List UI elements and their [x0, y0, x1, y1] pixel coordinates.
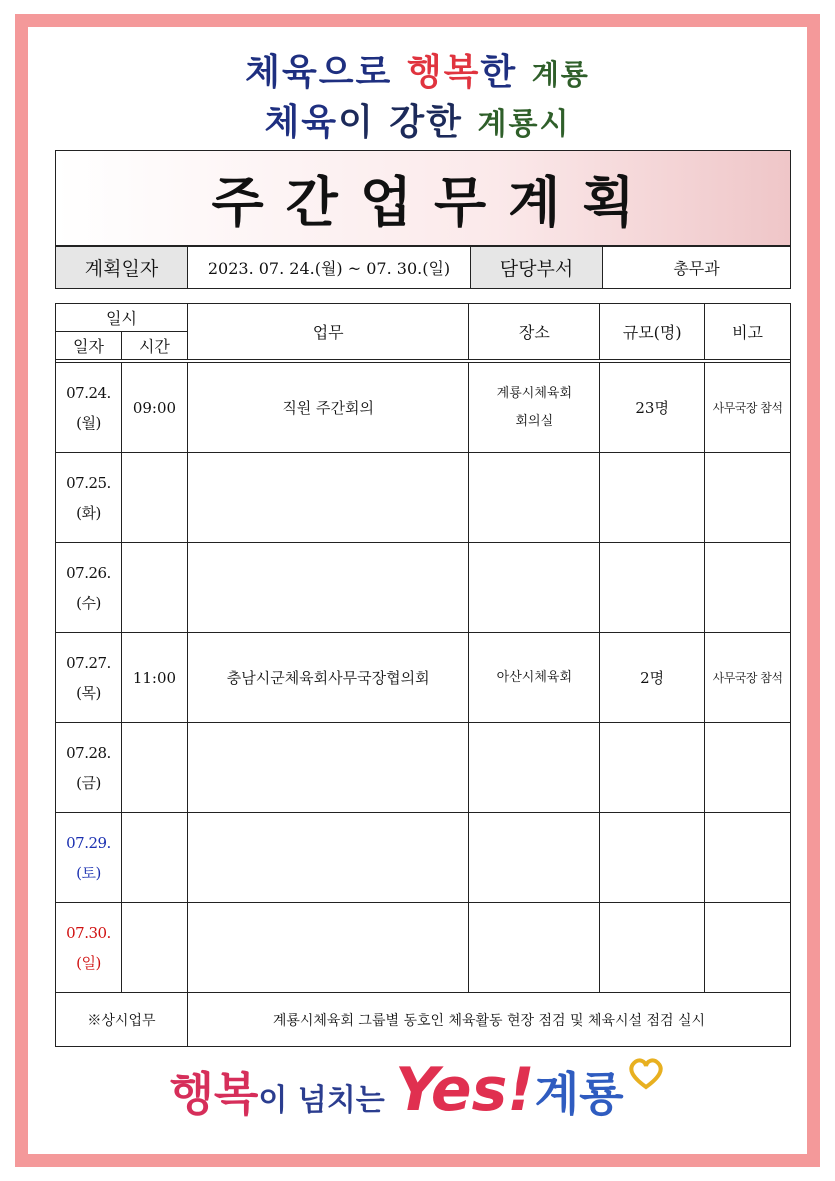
table-row: [56, 813, 791, 903]
slogan-word: 체육: [245, 52, 319, 93]
row-note: [705, 813, 791, 903]
header-scale: 규모(명): [600, 304, 705, 360]
heart-icon: [626, 1055, 666, 1091]
row-note: 사무국장 참석: [705, 363, 791, 453]
row-date: 07.24. (월): [56, 363, 122, 453]
row-time: [121, 903, 187, 993]
row-task: [187, 453, 469, 543]
header-date: 일자: [56, 332, 122, 360]
row-date: 07.25. (화): [56, 453, 122, 543]
plan-info-table: [55, 246, 791, 289]
row-task: [187, 723, 469, 813]
row-place: [469, 723, 600, 813]
row-place: 계룡시체육회 회의실: [469, 363, 600, 453]
dept-value: 총무과: [603, 247, 791, 289]
row-scale: [600, 723, 705, 813]
header-time: 시간: [121, 332, 187, 360]
bottom-logo: [0, 1055, 835, 1145]
row-scale: [600, 453, 705, 543]
row-time: 09:00: [121, 363, 187, 453]
slogan-word: 계룡: [531, 58, 590, 91]
header-datetime: 일시: [56, 304, 188, 332]
footer-label: ※상시업무: [56, 993, 188, 1047]
row-time: [121, 723, 187, 813]
row-task: 직원 주간회의: [187, 363, 469, 453]
row-task: [187, 813, 469, 903]
header-place: 장소: [469, 304, 600, 360]
row-task: [187, 543, 469, 633]
document-title: 주간업무계획: [211, 170, 657, 234]
table-row: [56, 543, 791, 633]
slogan-word: 으로: [318, 52, 407, 93]
schedule-table: [55, 303, 791, 1047]
table-row: [56, 633, 791, 723]
plan-date-label: 계획일자: [56, 247, 188, 289]
table-row: [56, 453, 791, 543]
row-scale: 2명: [600, 633, 705, 723]
row-note: [705, 453, 791, 543]
slogan-word: 행복: [406, 52, 481, 93]
slogan-word: 한: [480, 52, 532, 93]
header-task: 업무: [187, 304, 469, 360]
row-time: [121, 453, 187, 543]
row-scale: [600, 543, 705, 633]
row-note: 사무국장 참석: [705, 633, 791, 723]
table-row: [56, 903, 791, 993]
row-date: 07.26. (수): [56, 543, 122, 633]
document-title-box: [55, 150, 791, 246]
row-place: [469, 453, 600, 543]
plan-date-value: 2023. 07. 24.(월) ~ 07. 30.(일): [188, 247, 471, 289]
row-note: [705, 723, 791, 813]
row-date-sunday: 07.30. (일): [56, 903, 122, 993]
logo-word: Yes!: [395, 1055, 535, 1125]
slogan-line-1: [0, 44, 835, 95]
row-note: [705, 543, 791, 633]
footer-row: [56, 993, 791, 1047]
logo-word: 이 넘치는: [258, 1083, 396, 1118]
row-date-saturday: 07.29. (토): [56, 813, 122, 903]
footer-value: 계룡시체육회 그룹별 동호인 체육활동 현장 점검 및 체육시설 점검 실시: [187, 993, 790, 1047]
row-time: 11:00: [121, 633, 187, 723]
logo-word: 행복: [169, 1067, 259, 1121]
row-place: 아산시체육회: [469, 633, 600, 723]
table-row: [56, 723, 791, 813]
row-scale: [600, 813, 705, 903]
row-time: [121, 543, 187, 633]
row-note: [705, 903, 791, 993]
dept-label: 담당부서: [471, 247, 603, 289]
row-date: 07.28. (금): [56, 723, 122, 813]
row-time: [121, 813, 187, 903]
row-place: [469, 543, 600, 633]
row-task: 충남시군체육회사무국장협의회: [187, 633, 469, 723]
row-place: [469, 903, 600, 993]
header-note: 비고: [705, 304, 791, 360]
row-scale: 23명: [600, 363, 705, 453]
row-place: [469, 813, 600, 903]
row-task: [187, 903, 469, 993]
table-row: [56, 363, 791, 453]
row-date: 07.27. (목): [56, 633, 122, 723]
slogan-line-2: [0, 94, 835, 145]
slogan-word: 이 강한: [338, 102, 478, 143]
slogan-word: 계룡시: [477, 107, 571, 142]
slogan-word: 체육: [264, 102, 339, 143]
row-scale: [600, 903, 705, 993]
logo-word: 계룡: [534, 1067, 624, 1121]
